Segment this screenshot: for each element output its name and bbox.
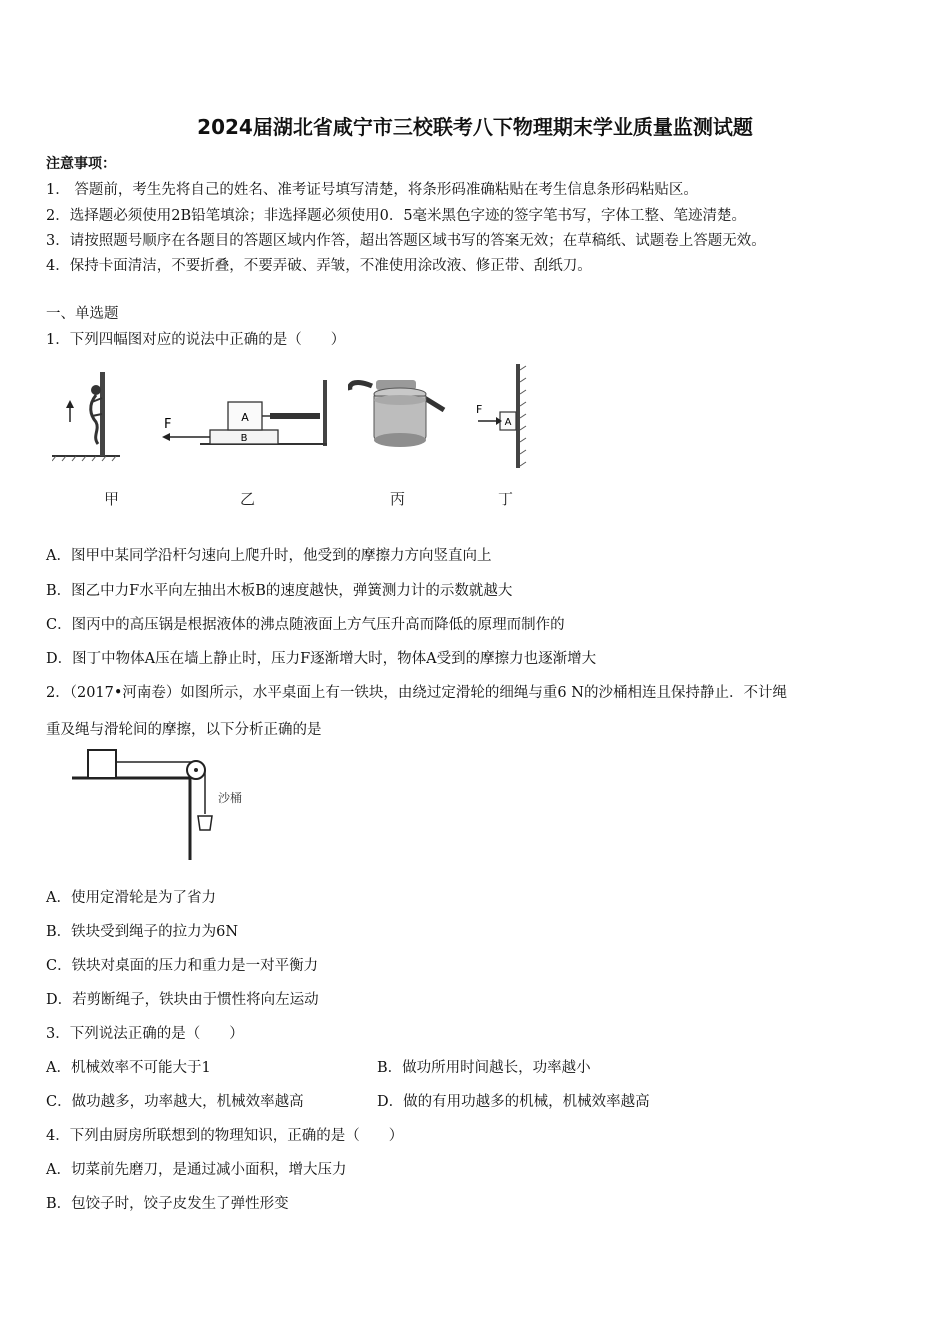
document-title: 2024届湖北省咸宁市三校联考八下物理期末学业质量监测试题 (197, 115, 753, 139)
q1-option-a: A．图甲中某同学沿杆匀速向上爬升时，他受到的摩擦力方向竖直向上 (46, 548, 492, 564)
q4-option-b: B．包饺子时，饺子皮发生了弹性形变 (46, 1196, 289, 1212)
q4-option-a: A．切菜前先磨刀，是通过减小面积，增大压力 (46, 1162, 347, 1178)
figure-jia (52, 370, 122, 462)
label-f-yi: F (164, 417, 172, 432)
figure-bing (348, 372, 448, 452)
q1-stem: 1．下列四幅图对应的说法中正确的是（ ） (46, 332, 346, 348)
caption-ding: 丁 (498, 490, 514, 508)
q3-option-b: B．做功所用时间越长，功率越小 (377, 1060, 591, 1076)
figure-ding (470, 362, 534, 472)
notice-item-1: 1． 答题前，考生先将自己的姓名、准考证号填写清楚，将条形码准确粘贴在考生信息条形码粘贴区。 (46, 182, 698, 198)
q4-stem: 4．下列由厨房所联想到的物理知识，正确的是（ ） (46, 1128, 404, 1144)
q3-option-a: A．机械效率不可能大于1 (46, 1060, 211, 1076)
q1-option-c: C．图丙中的高压锅是根据液体的沸点随液面上方气压升高而降低的原理而制作的 (46, 617, 565, 633)
notice-item-2: 2．选择题必须使用2B铅笔填涂；非选择题必须使用0．5毫米黑色字迹的签字笔书写，字体工整、笔迹清楚。 (46, 208, 747, 224)
label-sand-bucket: 沙桶 (218, 791, 243, 805)
label-b: B (240, 433, 248, 444)
q3-stem: 3．下列说法正确的是（ ） (46, 1026, 244, 1042)
section-heading: 一、单选题 (46, 306, 119, 322)
q2-option-b: B．铁块受到绳子的拉力为6N (46, 924, 239, 940)
q3-option-d: D．做的有用功越多的机械，机械效率越高 (377, 1094, 650, 1110)
figure-q2-pulley (66, 748, 256, 862)
figure-yi (160, 378, 332, 450)
label-a-ding: A (504, 417, 512, 428)
q2-option-a: A．使用定滑轮是为了省力 (46, 890, 216, 906)
label-f-ding: F (476, 403, 483, 416)
q2-stem-line2: 重及绳与滑轮间的摩擦，以下分析正确的是 (46, 722, 322, 738)
notice-heading: 注意事项： (46, 156, 116, 172)
caption-jia: 甲 (104, 490, 120, 508)
q2-option-d: D．若剪断绳子，铁块由于惯性将向左运动 (46, 992, 319, 1008)
notice-item-4: 4．保持卡面清洁，不要折叠，不要弄破、弄皱，不准使用涂改液、修正带、刮纸刀。 (46, 258, 592, 274)
caption-bing: 丙 (390, 490, 406, 508)
q2-option-c: C．铁块对桌面的压力和重力是一对平衡力 (46, 958, 319, 974)
q2-stem-line1: 2．（2017•河南卷）如图所示，水平桌面上有一铁块，由绕过定滑轮的细绳与重6 N的沙桶相连且保持静止．不计绳 (46, 685, 787, 701)
caption-yi: 乙 (240, 490, 256, 508)
label-a: A (241, 411, 249, 424)
q3-option-c: C．做功越多，功率越大，机械效率越高 (46, 1094, 304, 1110)
notice-item-3: 3．请按照题号顺序在各题目的答题区域内作答，超出答题区域书写的答案无效；在草稿纸、试题卷上答题无效。 (46, 233, 766, 249)
q1-option-d: D．图丁中物体A压在墙上静止时，压力F逐渐增大时，物体A受到的摩擦力也逐渐增大 (46, 651, 597, 667)
q1-option-b: B．图乙中力F水平向左抽出木板B的速度越快，弹簧测力计的示数就越大 (46, 583, 513, 599)
